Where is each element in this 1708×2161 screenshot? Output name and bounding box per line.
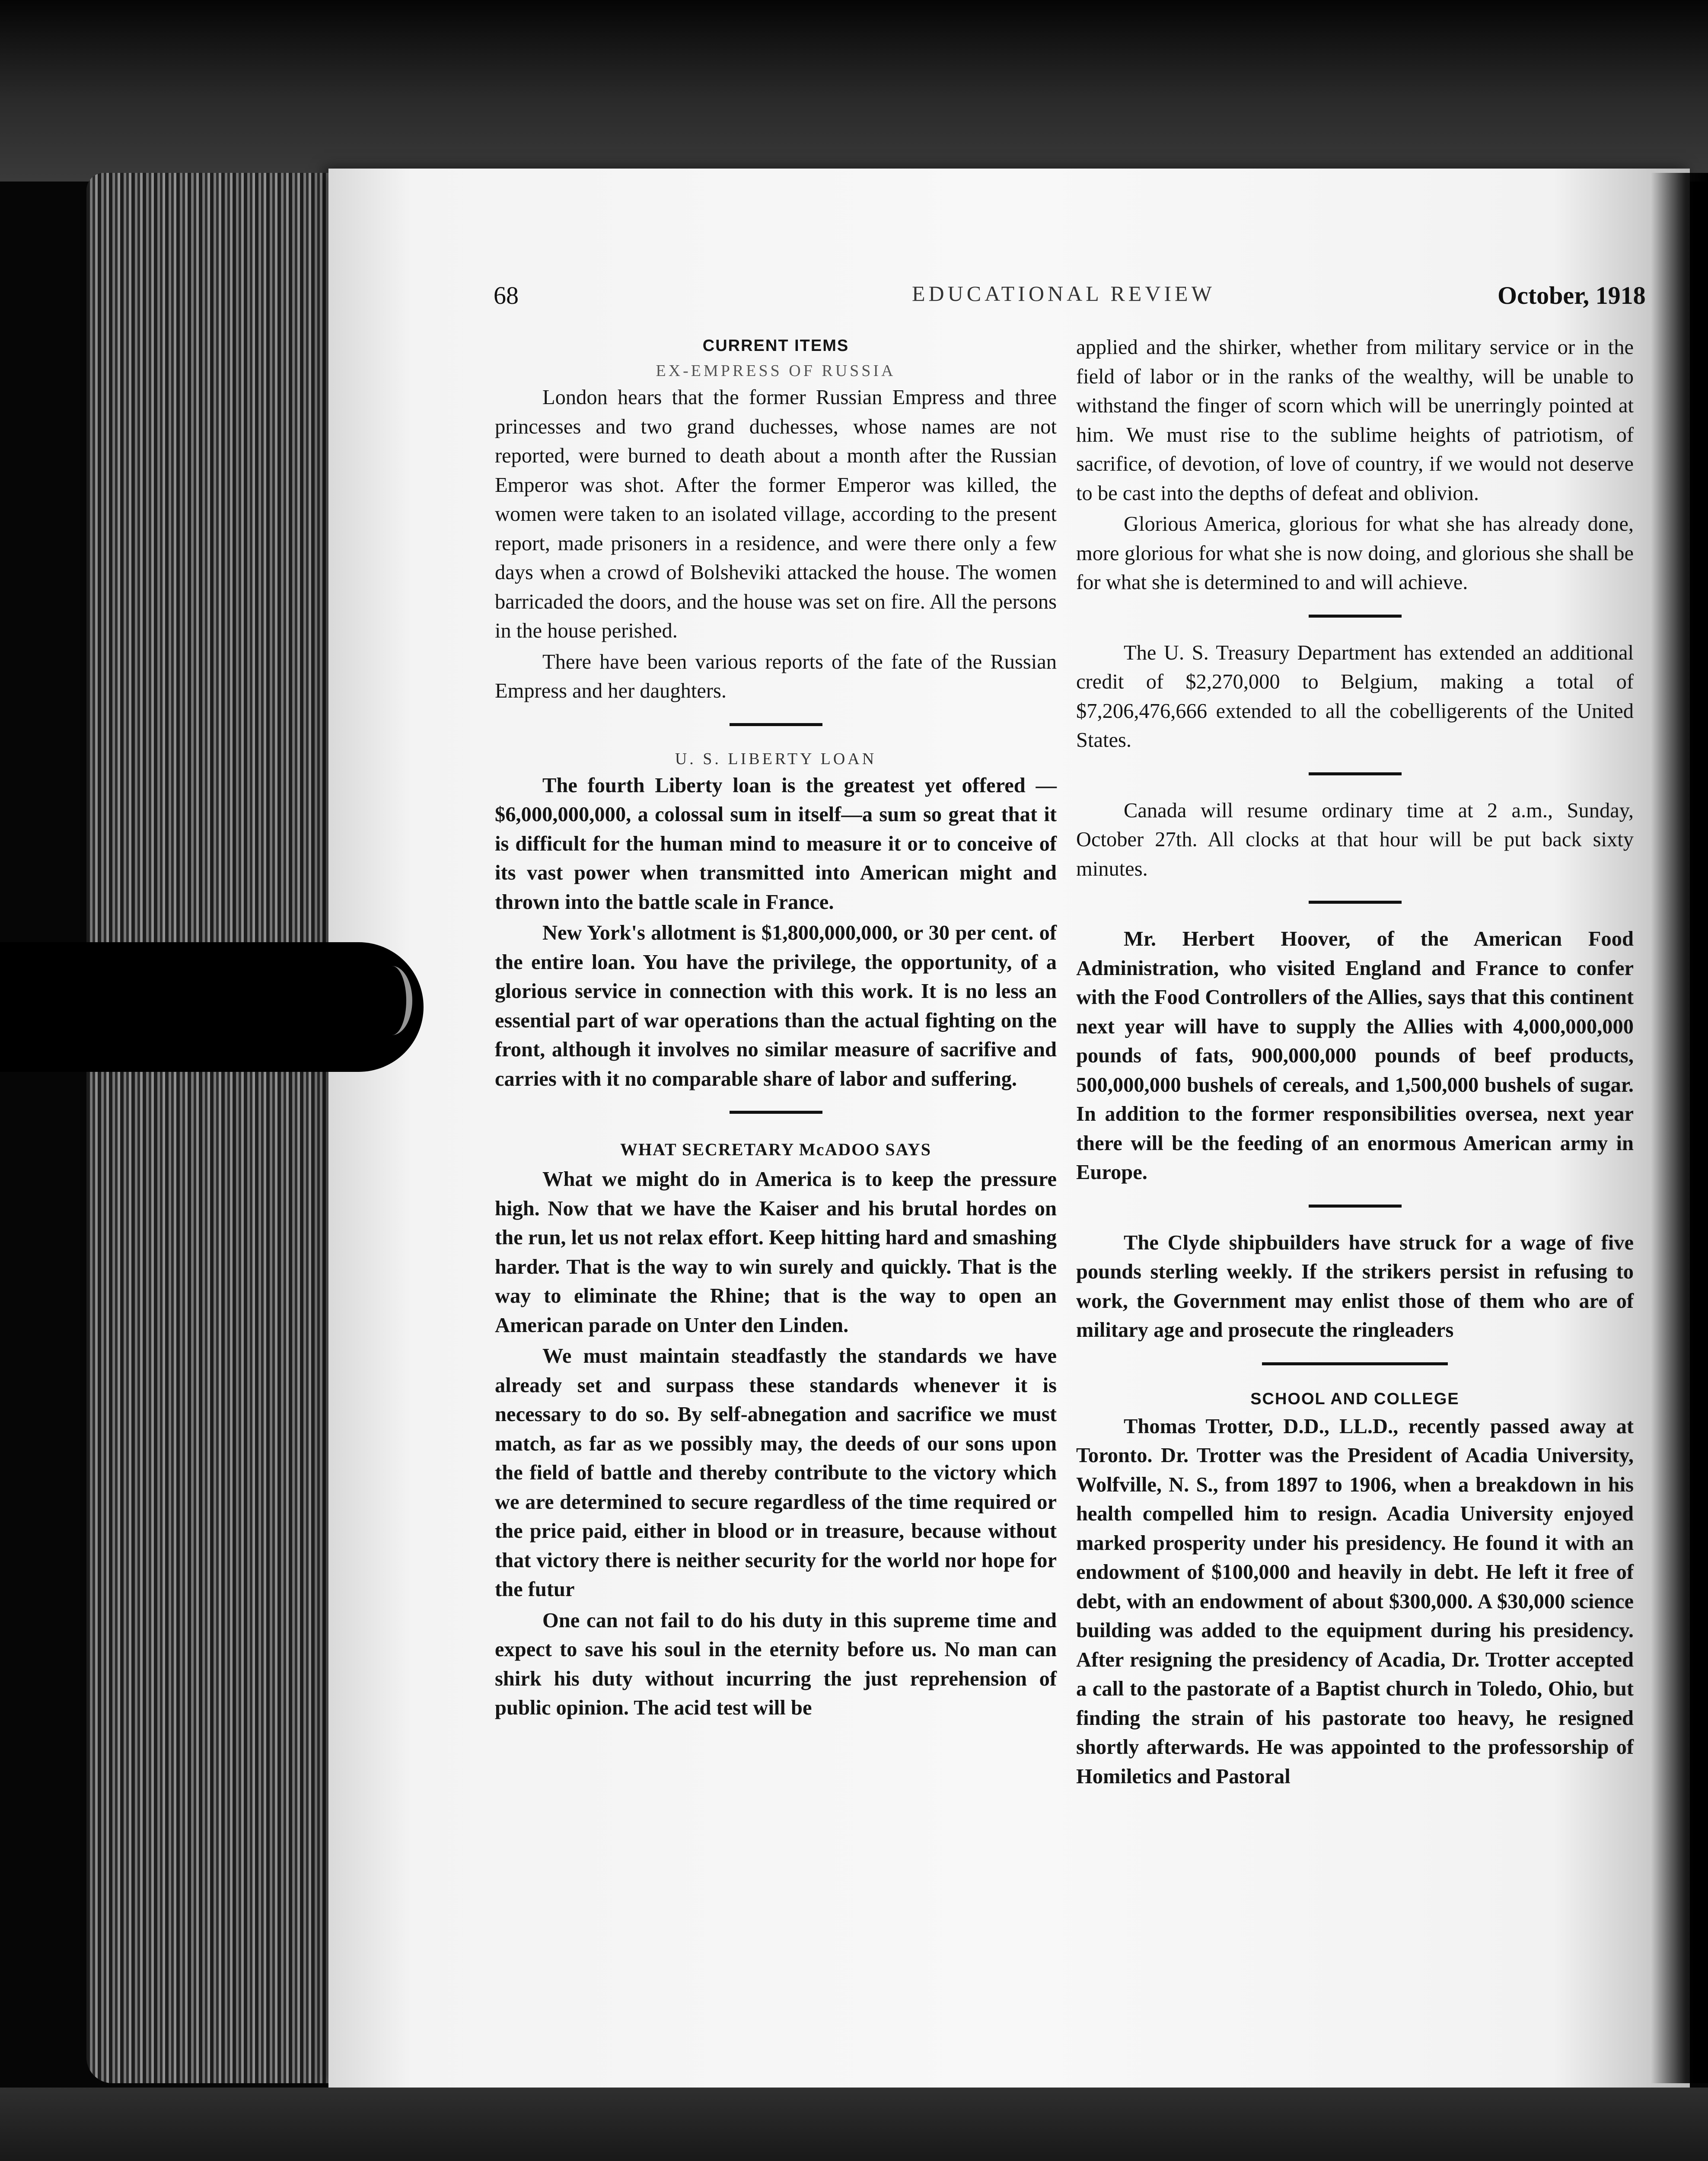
mcadoo-continued-paragraph: Glorious America, glorious for what she has already done, more glorious for what she is now doing, and glorious she shall be for what she is determined to and will achieve.: [1076, 513, 1634, 594]
section-title: CURRENT ITEMS: [702, 337, 849, 355]
empress-paragraph: London hears that the former Russian Empress and three princesses and two grand duchesses, whose names are not reported, were burned to death about a month after the Russian Emperor was shot. After the former Emperor was killed, the women were taken to an isolated village, according to the present report, made prisoners in a residence, and were there only a few days when a crowd of Bolsheviki attacked the house. The women barricaded the doors, and the house was set on fire. All the persons in the house perished.: [495, 386, 1057, 642]
section-rule: [730, 723, 822, 726]
clyde-item: The Clyde shipbuilders have struck for a wage of five pounds sterling weekly. If the strikers persist in refusing to work, the Government may enlist those of them who are of military age and prosecute the ringleaders: [1076, 1231, 1634, 1342]
empress-paragraph: There have been various reports of the fate of the Russian Empress and her daughters.: [495, 650, 1057, 702]
right-column: [1076, 333, 1634, 1932]
section-rule: [1309, 901, 1402, 904]
page-number: 68: [494, 281, 519, 309]
canada-item: Canada will resume ordinary time at 2 a.m., Sunday, October 27th. All clocks at that hour will be put back sixty minutes.: [1076, 799, 1634, 880]
mcadoo-paragraph: One can not fail to do his duty in this supreme time and expect to save his soul in the eternity before us. No man can shirk his duty without incurring the just reprehension of public opinion. The acid test will be: [495, 1609, 1057, 1719]
mcadoo-paragraph: What we might do in America is to keep the pressure high. Now that we have the Kaiser and his brutal hordes on the run, let us not relax effort. Keep hitting hard and smashing harder. That is the way to win surely and quickly. That is the way to eliminate the Rhine; that is the way to open an American parade on Unter den Linden.: [495, 1168, 1057, 1337]
section-rule: [1262, 1362, 1448, 1365]
mcadoo-continued-paragraph: applied and the shirker, whether from military service or in the field of labor or in the ranks of the wealthy, will be unable to withstand the finger of scorn which will be unerringly pointed at him. We must rise to the sublime heights of patriotism, of sacrifice, of devotion, of love of country, if we would not deserve to be cast into the depths of defeat and oblivion.: [1076, 336, 1634, 505]
issue-date: October, 1918: [1498, 281, 1646, 309]
section-rule: [730, 1111, 822, 1114]
photo-bottom-shadow: [0, 2088, 1708, 2161]
liberty-loan-paragraph: The fourth Liberty loan is the greatest yet offered —$6,000,000,000, a colossal sum in itself—a sum so great that it is difficult for the human mind to measure it or to conceive of its vast power when transmitted into American might and thrown into the battle scale in France.: [495, 774, 1057, 914]
mcadoo-paragraph: We must maintain steadfastly the standards we have already set and surpass these standards whenever it is necessary to do so. By self-abnegation and sacrifice we must match, as far as we possibly may, the deeds of our sons upon the field of battle and thereby contribute to the victory which we are determined to secure regardless of the time required or the price paid, either in blood or in treasure, because without that victory there is neither security for the world nor hope for the futur: [495, 1345, 1057, 1601]
section-rule: [1309, 1205, 1402, 1208]
bookmark-clip: [0, 942, 424, 1072]
hoover-item: Mr. Herbert Hoover, of the American Food Administration, who visited England and France to confer with the Food Controllers of the Allies, says that this continent next year will have to supply the Allies with 4,000,000,000 pounds of fats, 900,000,000 pounds of beef products, 500,000,000 bushels of cereals, and 1,500,000 bushels of sugar. In addition to the former responsibilities oversea, next year there will be the feeding of an enormous American army in Europe.: [1076, 928, 1634, 1184]
gutter-shadow: [1651, 173, 1708, 2083]
school-college-heading: SCHOOL AND COLLEGE: [1250, 1390, 1459, 1408]
treasury-item: The U. S. Treasury Department has extended an additional credit of $2,270,000 to Belgium, making a total of $7,206,476,666 extended to all the cobelligerents of the United States.: [1076, 641, 1634, 752]
liberty-loan-heading: U. S. LIBERTY LOAN: [675, 749, 877, 768]
empress-heading: EX-EMPRESS OF RUSSIA: [656, 362, 896, 380]
trotter-paragraph: Thomas Trotter, D.D., LL.D., recently passed away at Toronto. Dr. Trotter was the President of Acadia University, Wolfville, N. S., from 1897 to 1906, when a breakdown in his health compelled him to resign. Acadia University enjoyed marked prosperity under his presidency. He found it with an endowment of $100,000 and heavily in debt. He left it free of debt, with an endowment of about $300,000. A $30,000 science building was added to the equipment during his presidency. After resigning the presidency of Acadia, Dr. Trotter accepted a call to the pastorate of a Baptist church in Toledo, Ohio, but finding the strain of his pastorate too heavy, he resigned shortly afterwards. He was appointed to the professorship of Homiletics and Pastoral: [1076, 1415, 1634, 1788]
journal-title: EDUCATIONAL REVIEW: [912, 281, 1215, 306]
section-rule: [1309, 772, 1402, 775]
mcadoo-heading: WHAT SECRETARY McADOO SAYS: [620, 1140, 931, 1159]
section-rule: [1309, 615, 1402, 618]
book-page-edges: [86, 173, 363, 2083]
photo-top-shadow: [0, 0, 1708, 182]
bookmark-highlight: [372, 966, 412, 1035]
left-column: [495, 333, 1057, 1932]
liberty-loan-paragraph: New York's allotment is $1,800,000,000, or 30 per cent. of the entire loan. You have the privilege, the opportunity, of a glorious service in connection with this work. It is no less an essential part of war operations than the actual fighting on the front, although it involves no similar measure of sacrifive and carries with it no comparable share of labor and suffering.: [495, 921, 1057, 1090]
